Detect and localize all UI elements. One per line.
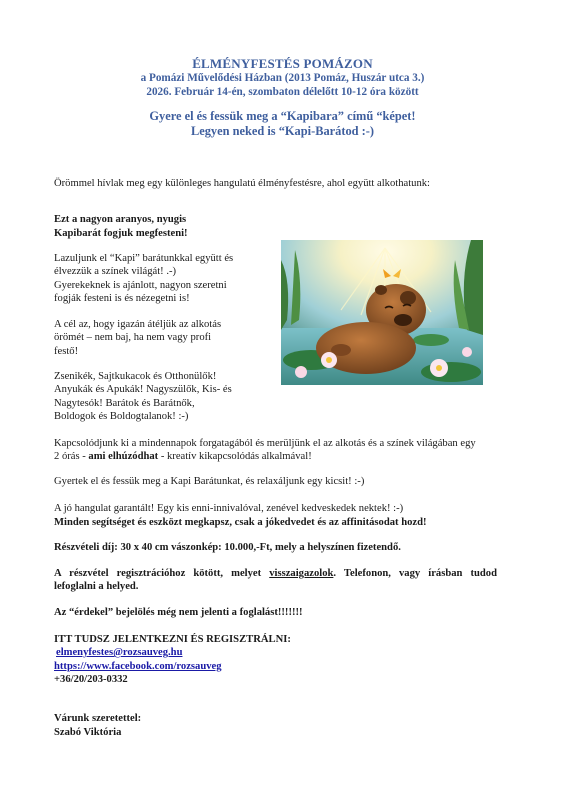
- event-invite: Gyere el és fessük meg a “Kapibara” című “képet!: [149, 109, 416, 123]
- intro-text: Örömmel hívlak meg egy különleges hangulatú élményfestésre, ahol együtt alkothatunk:: [54, 178, 430, 189]
- highlight-line-1: Ezt a nagyon aranyos, nyugis: [54, 214, 187, 225]
- highlight-line-2: Kapibarát fogjuk megfesteni!: [54, 227, 188, 239]
- event-datetime: 2026. Február 14-én, szombaton délelőtt 10-12 óra között: [146, 86, 419, 98]
- participation-fee: Részvételi díj: 30 x 40 cm vászonkép: 10.000,-Ft, mely a helyszínen fizetendő.: [54, 542, 401, 553]
- capybara-painting-illustration: [281, 240, 483, 385]
- paragraph-audience: Zsenikék, Sajtkukacok és Otthonülők! Anyukák és Apukák! Nagyszülők, Kis- és Nagytesók! Barátok és Barátnők, Boldogok és Boldogtalanok! :-): [54, 371, 232, 423]
- event-title: ÉLMÉNYFESTÉS POMÁZON: [192, 56, 373, 71]
- registration-note: A részvétel regisztrációhoz kötött, melyet visszaigazolok. Telefonon, vagy írásban tudod lefoglalni a helyed.: [54, 568, 497, 593]
- contact-heading: ITT TUDSZ JELENTKEZNI ÉS REGISZTRÁLNI:: [54, 634, 291, 645]
- paragraph-relax: Lazuljunk el “Kapi” barátunkkal együtt és élvezzük a színek világát! .-) Gyerekeknek is ajánlott, nagyon szeretni fogják festeni is és nézegetni is!: [54, 253, 234, 305]
- capybara-painting-image: [281, 240, 483, 385]
- facebook-link[interactable]: https://www.facebook.com/rozsauveg: [54, 660, 222, 672]
- email-link[interactable]: elmenyfestes@rozsauveg.hu: [56, 647, 183, 658]
- signoff-name: Szabó Viktória: [54, 726, 122, 738]
- paragraph-help: Minden segítséget és eszközt megkapsz, csak a jókedvedet és az affinitásodat hozd!: [54, 516, 427, 528]
- event-tagline: Legyen neked is “Kapi-Barátod :-): [190, 123, 375, 138]
- phone-number: +36/20/203-0332: [54, 674, 128, 685]
- paragraph-mood: A jó hangulat garantált! Egy kis enni-innivalóval, zenével kedveskedek nektek! :-): [54, 503, 404, 514]
- booking-warning: Az “érdekel” bejelölés még nem jelenti a foglalást!!!!!!!: [54, 607, 303, 618]
- paragraph-invite: Gyertek el és fessük meg a Kapi Barátunkat, és relaxáljunk egy kicsit! :-): [54, 476, 365, 487]
- event-venue: a Pomázi Művelődési Házban (2013 Pomáz, Huszár utca 3.): [140, 72, 425, 84]
- signoff-greeting: Várunk szeretettel:: [54, 713, 142, 724]
- paragraph-goal: A cél az, hogy igazán átéljük az alkotás örömét – nem baj, ha nem vagy profi festő!: [54, 319, 222, 357]
- event-header: [0, 56, 565, 138]
- paragraph-relaxation: Kapcsolódjunk ki a mindennapok forgatagából és merüljünk el az alkotás és a színek világában egy 2 órás - ami elhúzódhat - kreatív kikapcsolódás alkalmával!: [54, 438, 476, 463]
